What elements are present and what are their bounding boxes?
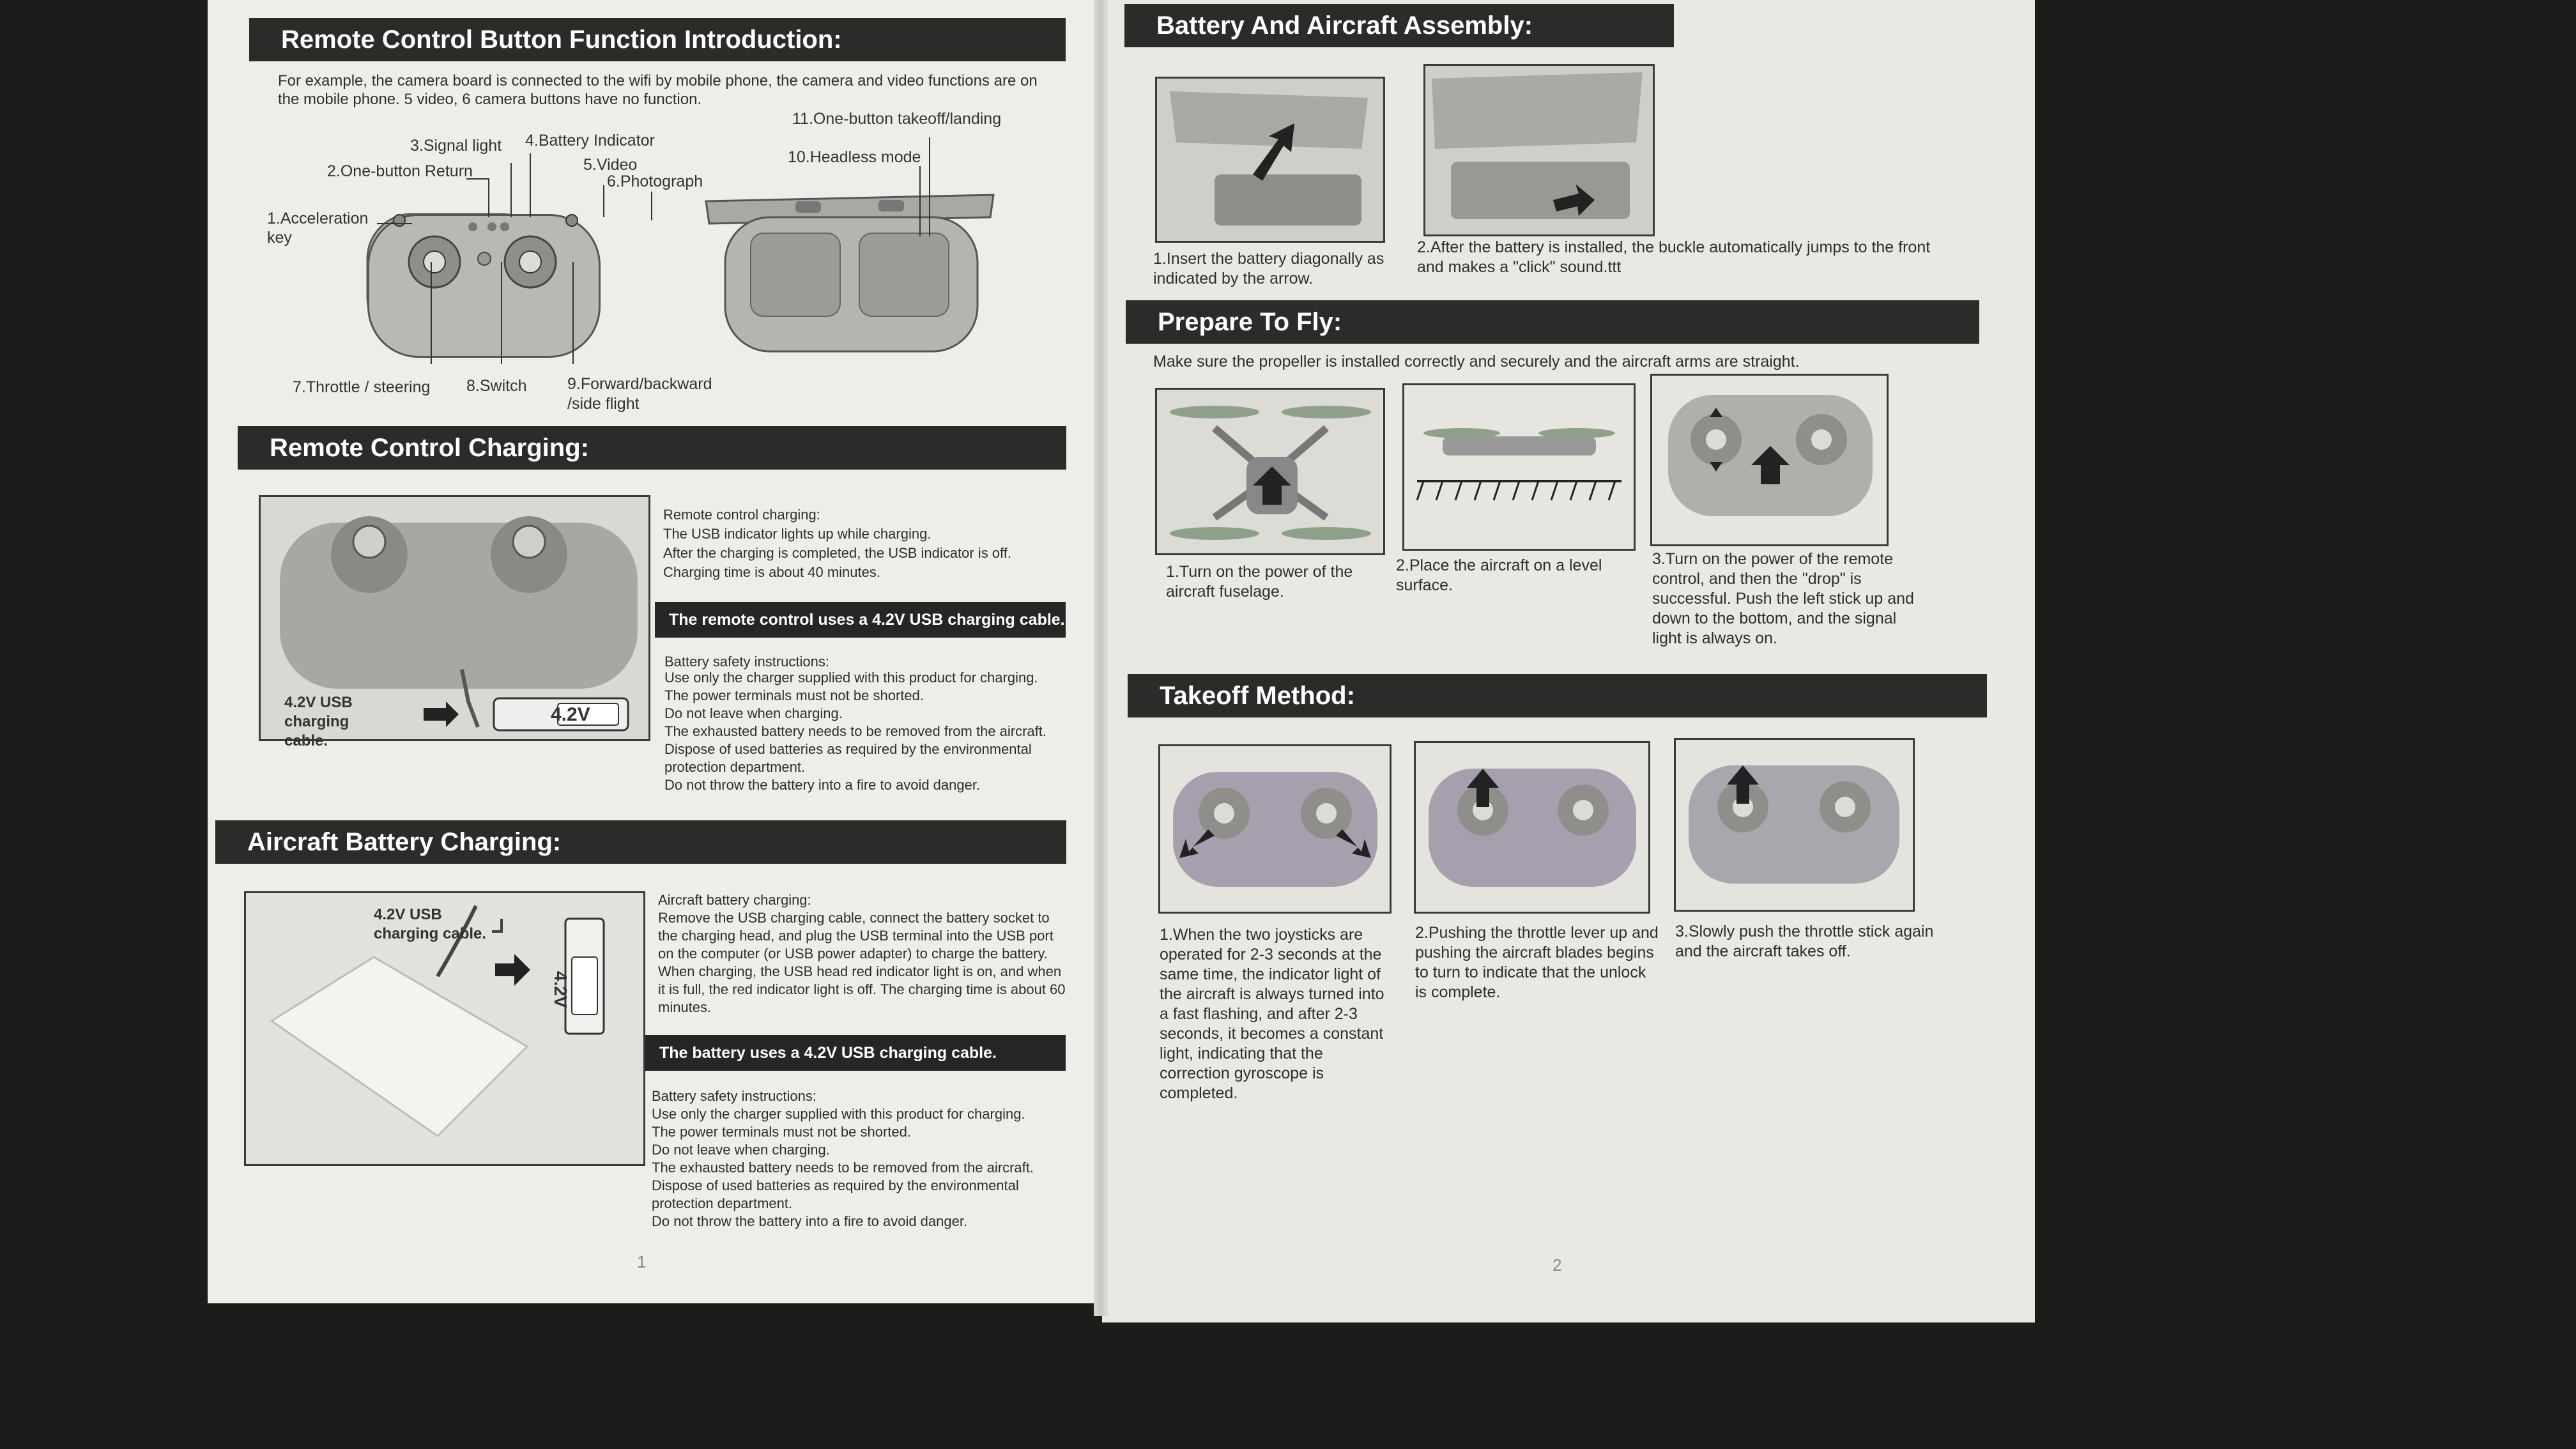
label-acceleration-key: 1.Acceleration key bbox=[267, 210, 369, 247]
takeoff-step1-image bbox=[1158, 744, 1392, 914]
rc-leader-lines bbox=[256, 115, 703, 383]
section-title-battery-charging: Aircraft Battery Charging: bbox=[215, 820, 1066, 864]
label-photograph: 6.Photograph bbox=[607, 172, 703, 190]
takeoff-step2-caption: 2.Pushing the throttle lever up and pushing the aircraft blades begins to turn to indicate that the unlock is complete. bbox=[1415, 924, 1659, 1001]
rc-safety-1: Use only the charger supplied with this product for charging. bbox=[664, 670, 1038, 686]
assembly-step1-caption: 1.Insert the battery diagonally as indicated by the arrow. bbox=[1153, 250, 1384, 288]
prepare-intro: Make sure the propeller is installed correctly and securely and the aircraft arms are straight. bbox=[1153, 353, 1800, 371]
section-title-takeoff: Takeoff Method: bbox=[1128, 674, 1987, 717]
prepare-step3-image bbox=[1650, 374, 1889, 546]
rc-back-leader-lines bbox=[869, 128, 946, 243]
rc-charging-line-3: Charging time is about 40 minutes. bbox=[663, 564, 880, 580]
rc-safety-4: The exhausted battery needs to be removed from the aircraft. bbox=[664, 723, 1046, 739]
takeoff-step2-image bbox=[1414, 741, 1650, 914]
rc-charging-voltage-tag: 4.2V bbox=[551, 704, 590, 725]
label-signal-light: 3.Signal light bbox=[410, 137, 502, 155]
label-headless-mode: 10.Headless mode bbox=[788, 148, 921, 166]
section-title-rc-functions: Remote Control Button Function Introduction: bbox=[249, 18, 1066, 61]
rc-safety-heading: Battery safety instructions: bbox=[664, 654, 829, 670]
takeoff-step3-image bbox=[1674, 738, 1915, 912]
rc-safety-5: Dispose of used batteries as required by the environmental protection department. bbox=[664, 741, 1032, 775]
battery-charging-body: Remove the USB charging cable, connect the battery socket to the charging head, and plug the USB terminal into the USB port on the computer (or USB power adapter) to charge the battery. When charging, the USB head red indicator light is on, and when it is full, the red indicator light is off. The charging time is about 60 minutes. bbox=[658, 910, 1066, 1015]
takeoff-step1-caption: 1.When the two joysticks are operated for 2-3 seconds at the same time, the indicator light of the aircraft is always turned into a fast flashing, and after 2-3 seconds, it becomes a constant light, indicating that the correction gyroscope is completed. bbox=[1160, 926, 1384, 1102]
prepare-step1-image bbox=[1155, 388, 1385, 555]
battery-safety-heading: Battery safety instructions: bbox=[652, 1088, 816, 1104]
prepare-step2-image bbox=[1402, 383, 1636, 551]
battery-safety-5: Dispose of used batteries as required by the environmental protection department. bbox=[652, 1177, 1019, 1211]
takeoff-step3-caption: 3.Slowly push the throttle stick again and the aircraft takes off. bbox=[1675, 923, 1934, 960]
rc-safety-6: Do not throw the battery into a fire to avoid danger. bbox=[664, 777, 981, 793]
page-number-right: 2 bbox=[1552, 1255, 1562, 1275]
rc-charging-line-2: After the charging is completed, the USB indicator is off. bbox=[663, 545, 1011, 561]
battery-image-label: 4.2V USB charging cable. bbox=[374, 906, 487, 942]
assembly-step2-image bbox=[1423, 64, 1655, 236]
battery-safety-3: Do not leave when charging. bbox=[652, 1142, 830, 1158]
rc-charging-line-1: The USB indicator lights up while charging. bbox=[663, 526, 931, 542]
rc-safety-2: The power terminals must not be shorted. bbox=[664, 687, 924, 703]
page-number-left: 1 bbox=[637, 1252, 647, 1271]
battery-safety-1: Use only the charger supplied with this product for charging. bbox=[652, 1106, 1025, 1122]
section-title-rc-charging: Remote Control Charging: bbox=[238, 426, 1066, 470]
rc-charging-cable-note: The remote control uses a 4.2V USB charging cable. bbox=[655, 602, 1066, 638]
battery-safety-2: The power terminals must not be shorted. bbox=[652, 1124, 911, 1140]
battery-voltage-tag: 4.2V bbox=[551, 971, 571, 1008]
rc-safety-3: Do not leave when charging. bbox=[664, 705, 843, 721]
section-title-prepare: Prepare To Fly: bbox=[1126, 300, 1979, 344]
assembly-step1-image bbox=[1155, 77, 1385, 243]
battery-charging-heading: Aircraft battery charging: bbox=[658, 892, 811, 908]
label-throttle-steering: 7.Throttle / steering bbox=[293, 378, 431, 396]
section-title-assembly: Battery And Aircraft Assembly: bbox=[1124, 4, 1674, 47]
prepare-step1-caption: 1.Turn on the power of the aircraft fuselage. bbox=[1166, 563, 1353, 601]
label-video: 5.Video bbox=[583, 156, 638, 174]
label-forward-backward: 9.Forward/backward /side flight bbox=[567, 375, 712, 413]
rc-charging-image-label: 4.2V USB charging cable. bbox=[284, 694, 353, 749]
assembly-step2-caption: 2.After the battery is installed, the buckle automatically jumps to the front and makes a "click" sound.ttt bbox=[1417, 238, 1931, 276]
battery-cable-note: The battery uses a 4.2V USB charging cable. bbox=[645, 1035, 1066, 1071]
label-one-button-takeoff: 11.One-button takeoff/landing bbox=[792, 110, 1002, 128]
battery-safety-4: The exhausted battery needs to be removed from the aircraft. bbox=[652, 1160, 1034, 1176]
rc-functions-intro: For example, the camera board is connected to the wifi by mobile phone, the camera and video functions are on the mobile phone. 5 video, 6 camera buttons have no function. bbox=[278, 72, 1038, 108]
page-fold bbox=[1094, 0, 1108, 1316]
prepare-step3-caption: 3.Turn on the power of the remote control, and then the "drop" is successful. Push the left stick up and down to the bottom, and the signal light is always on. bbox=[1652, 550, 1914, 647]
battery-safety-6: Do not throw the battery into a fire to avoid danger. bbox=[652, 1213, 968, 1229]
rc-charging-heading: Remote control charging: bbox=[663, 507, 820, 523]
prepare-step2-caption: 2.Place the aircraft on a level surface. bbox=[1396, 556, 1602, 594]
remote-back-illustration bbox=[700, 188, 1000, 361]
label-battery-indicator: 4.Battery Indicator bbox=[525, 132, 655, 150]
label-one-button-return: 2.One-button Return bbox=[327, 162, 473, 180]
label-switch: 8.Switch bbox=[466, 377, 527, 395]
